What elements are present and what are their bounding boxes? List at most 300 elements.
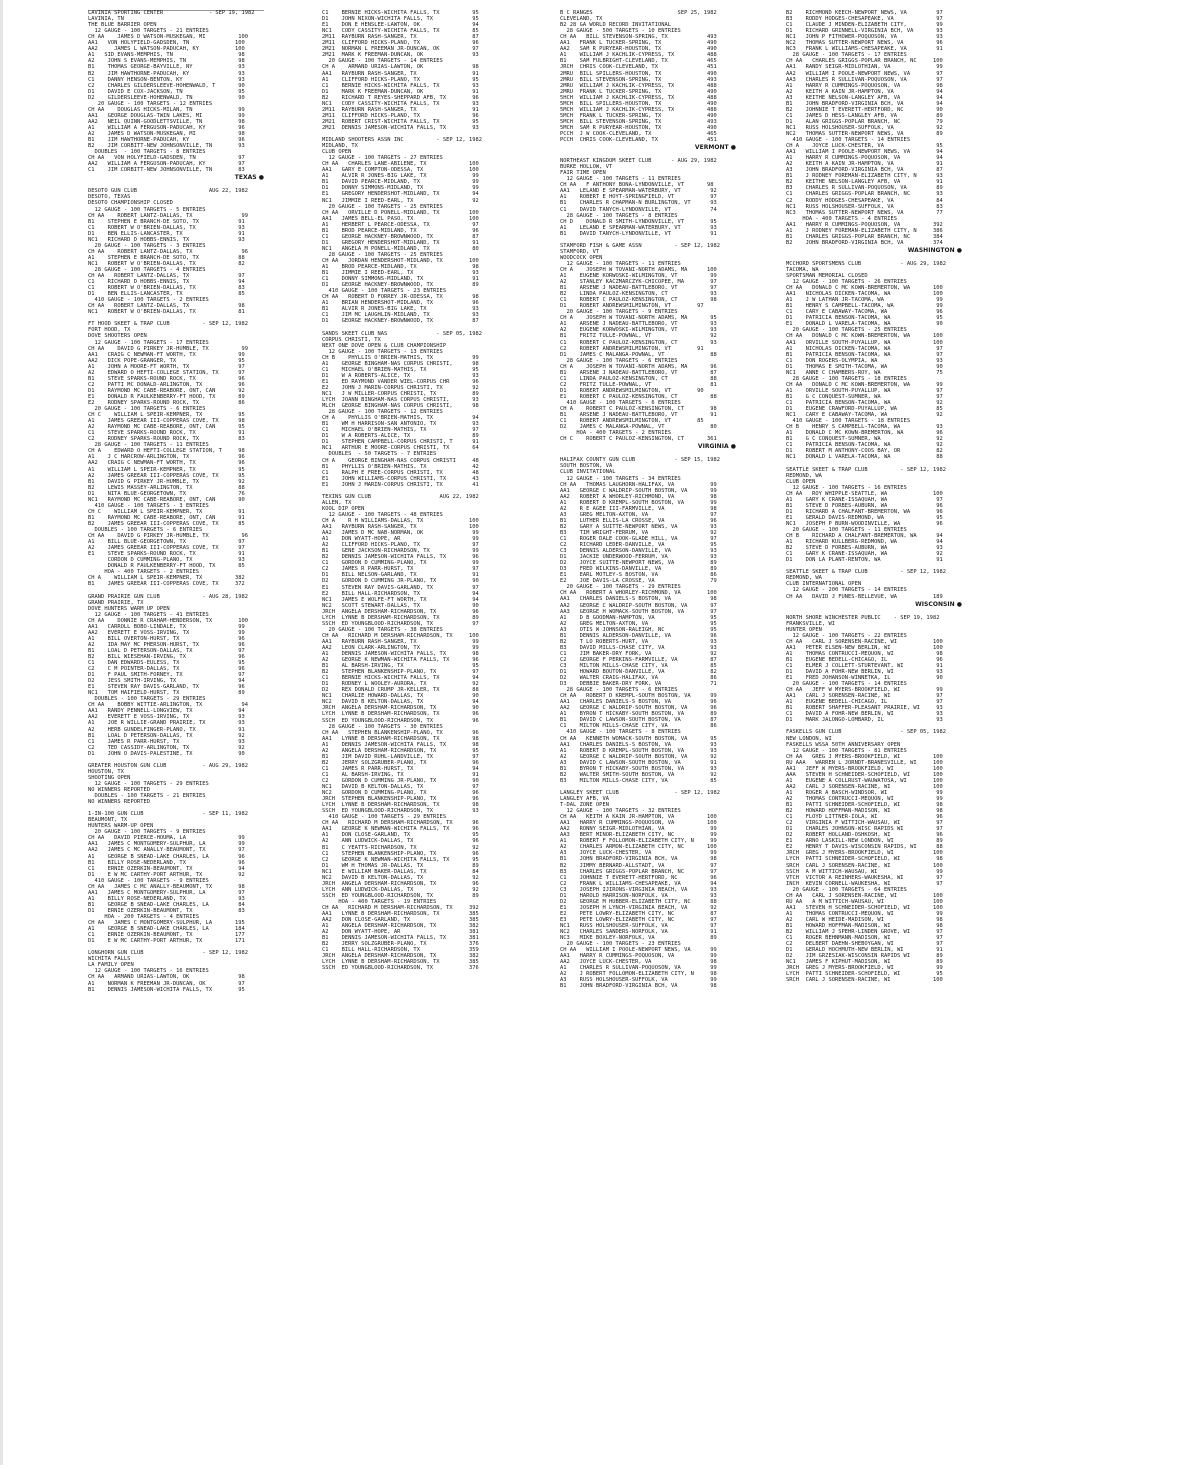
result-line: D2 ROBERT HOLLAND-OSHKOSH, WI 96 xyxy=(786,832,943,839)
result-line: E1 JOHN WILLIAMS-CORPUS CHRISTI, TX 43 xyxy=(322,475,479,482)
result-line: C1 AL BARSH-IRVING, TX 91 xyxy=(322,771,479,778)
result-line: A1 THOMAS CONTRUCCI-MEQUON, WI 98 xyxy=(786,650,943,657)
result-line: 5MCH WILLIAM J KACHLIK-CYPRESS, TX 488 xyxy=(560,106,717,113)
result-line: NO WINNERS REPORTED xyxy=(88,787,151,793)
result-line: C2 GEORGE F PERKINS-FARMVILLE, VA 87 xyxy=(560,656,717,663)
result-line: D1 HAROLD HARRISON-NORFOLK, VA 93 xyxy=(560,892,717,899)
result-line: BURKE HOLLOW, VT xyxy=(560,164,613,171)
result-line: CLEVELAND, TX xyxy=(560,16,603,23)
result-line: C2 GEORGE K NEWMAN-WICHITA FALLS, TX 95 xyxy=(322,856,479,863)
result-line: C1 GARY K CRANE-ISSAQUAH, WA 92 xyxy=(786,551,943,558)
result-line: D1 GEORGE HACKNEY-BROWNWOOD, TX 89 xyxy=(322,282,479,289)
result-line: CLUB INVITATIONAL xyxy=(560,469,616,476)
result-line: AA2 RONNY SEIGR-MIDLOTHIAN, VA 99 xyxy=(560,826,717,833)
result-line: C1 FLOYD LITTNER-IOLA, WI 96 xyxy=(786,814,943,821)
result-line: D2 GILDERSLEEVE-HOHENWALD, TN 90 xyxy=(88,94,245,101)
result-line: CH AA STEPHEN BLANKENSHIP-PLANO, TX 96 xyxy=(322,729,479,736)
result-line: 28 GAUGE - 100 TARGETS - 30 ENTRIES xyxy=(322,723,443,730)
result-line: DONALD R FAULKENBERRY-FT HOOD, TX 85 xyxy=(88,563,245,570)
result-line: B1 SAM FULBRIGHT-CLEVELAND, TX 465 xyxy=(560,58,717,65)
result-line: B2 JAMES GREEAR III-COPPERAS COVE, TX 85 xyxy=(88,520,245,527)
result-line: D1 GREGORY HENDERSHOT-MIDLAND, TX 91 xyxy=(322,239,479,246)
result-line: FRANKSVILLE, WI xyxy=(786,620,835,627)
result-line: B2 LINDA PAULOZ-KENSINGTON, CT 93 xyxy=(560,291,717,298)
result-line: A1 ANGELA DERSHAM-RICHARDSON, TX 382 xyxy=(322,923,479,930)
result-line: C1 JIM MC LAUGHLIN-MIDLAND, TX 93 xyxy=(322,312,479,319)
result-line: 28 GAUGE - 100 TARGETS - 12 ENTRIES xyxy=(322,409,443,416)
result-line: CH AA BOBBY WITTIE-ARLINGTON, TX 94 xyxy=(88,702,249,709)
result-line: LYCH LYNNE B DERSHAM-RICHARDSON, TX 96 xyxy=(322,711,479,718)
result-line: A1 D B GOODMAN-HAMPTON, VA 95 xyxy=(560,614,717,621)
result-line: AA2 CARL J SORENSEN-RACINE, WI 100 xyxy=(786,783,943,790)
result-line: NEXT ONE DOVE OPEN & CLUB CHAMPIONSHIP xyxy=(322,342,447,349)
result-line: MCCHORD SPORTSMENS CLUB - AUG 29, 1982 xyxy=(786,260,947,267)
result-line: NC2 DAVID B KELTON-DALLAS, TX 94 xyxy=(322,699,479,706)
result-line: B1 LUTHER ELLIS-LA CROSSE, VA 96 xyxy=(560,517,717,524)
result-line: C1 MICHAEL O'BRIEN-MATHIS, TX 95 xyxy=(322,366,479,373)
result-line: A1 J C HARCROW-ARLINGTON, TX 96 xyxy=(88,454,245,461)
result-line: NC3 MIKE BOXLEY-NORFOLK, VA 89 xyxy=(560,935,717,942)
result-line: A1 ROGER A BASCH-WINDSOR, WI 99 xyxy=(786,789,943,796)
result-line: NC2 DAVID B KELTON-DALLAS, TX 92 xyxy=(322,874,479,881)
result-line: 410 GAUGE - 100 TARGETS - 3 ENTRIES xyxy=(88,502,209,509)
result-line: JRCH GREG J MYERS-BROOKFIELD, WI 99 xyxy=(786,965,943,972)
result-line: B1 JOHN BRADFORD-VIRGINIA BCH, VA 98 xyxy=(560,983,717,990)
result-line: LYCH PATTI SCHNEIDER-SCHOFIELD, WI 98 xyxy=(786,856,943,863)
state-heading: VERMONT ● xyxy=(560,143,736,152)
result-line: B3 MILTON MILLS-CHASE CITY, VA 85 xyxy=(560,777,717,784)
result-line: 12 GAUGE - 100 TARGETS - 5 ENTRIES xyxy=(88,206,206,213)
result-line: CH AA JEFF W MYERS-BROOKFIELD, WI 99 xyxy=(786,687,943,694)
result-line: E1 STEVEN RAY DAVIS-GARLAND, TX 96 xyxy=(88,684,245,691)
result-line: B1 GEORGE B SNEAD-LAKE CHARLES, LA 84 xyxy=(88,901,245,908)
result-line: CLUB OPEN xyxy=(322,149,352,156)
result-line: C1 GEORGE HACKNEY-BROWNWOOD, TX 87 xyxy=(322,233,479,240)
result-line: A3 KEITHE NELSON-LANGLEY AFB, VA 94 xyxy=(786,94,943,101)
result-line: C1 ROBERT C PAULOZ-KENSINGTON, CT 93 xyxy=(560,339,717,346)
result-line: NC1 DAVID B KELTON-DALLAS, TX 97 xyxy=(322,784,479,791)
result-line: AA2 SAM R PURYEAR-HOUSTON, TX 490 xyxy=(560,46,717,53)
result-line: D1 HOWARD BOUTON-DANVILLE, VA 82 xyxy=(560,669,717,676)
result-line: B1 J RODNEY FOREMAN-ELIZABETH CITY, N 93 xyxy=(786,173,943,180)
result-line: NC3 THOMAS SUTTER-NEWPORT NEWS, VA 77 xyxy=(786,209,943,216)
result-line: A2 CARL W HEIDE-MADISON, WI 98 xyxy=(786,916,943,923)
result-line: CH AA ROBERT LANTZ-DALLAS, TX 98 xyxy=(88,303,245,310)
result-line: CH AA DONALD C MC KOWN-BREMERTON, WA 100 xyxy=(786,285,943,292)
result-line: CH AA CHARLES LANE-ABILENE, TX 100 xyxy=(322,161,479,168)
result-line: C3 MILTON MILLS-CHASE CITY, VA 85 xyxy=(560,662,717,669)
result-line: B2 JOHN BRADFORD-VIRGINIA BCH, VA 374 xyxy=(786,239,943,246)
result-line: 12 GAUGE - 100 TARGETS - 48 ENTRIES xyxy=(322,511,443,518)
result-line: A2 EDWARD O HEFTI-COLLEGE STATION, TX 97 xyxy=(88,369,245,376)
result-line: A1 SID EVANS-MEMPHIS, TN 98 xyxy=(88,52,245,59)
result-line: E1 DONALD L VARELA-TACOMA, WA 90 xyxy=(786,321,943,328)
result-line: D1 BEN ELLIS-LANCASTER, TX 85 xyxy=(88,291,245,298)
result-line: A2 GEORGE C WALDRIP-SOUTH BOSTON, VA 92 xyxy=(560,753,717,760)
result-line: 5MCH BILL SPILLERS-HOUSTON, TX 490 xyxy=(560,100,717,107)
result-line: CLUB INTERNATIONAL OPEN xyxy=(786,581,862,588)
result-line: E1 DONALD R FAULKENBERRY-FT HOOD, TX 89 xyxy=(88,393,245,400)
result-line: NC1 JOHN P FITHOWER-POQUOSON, VA 93 xyxy=(786,34,943,41)
result-line: LYCH LYNNE B DERSHAM-RICHARDSON, TX 89 xyxy=(322,614,479,621)
result-line: CH AA DONNIE R CRAHAM-HENDERSON, TX 100 xyxy=(88,617,249,624)
result-line: E1 GERALD DAVIS-REDMOND, WA 95 xyxy=(786,514,943,521)
result-line: HOA - 200 TARGETS - 4 ENTRIES xyxy=(88,913,200,920)
result-line: B1 PATRICIA BENSON-TACOMA, WA 97 xyxy=(786,351,943,358)
result-line: B1 DAVID TANYCH-LYNDONVILLE, VT 91 xyxy=(560,230,717,237)
result-line: C3 DENNIS ALDERSON-DANVILLE, VA 93 xyxy=(560,548,717,555)
result-line: NO WINNERS REPORTED xyxy=(88,799,151,806)
result-line: NEW LONDON, WI xyxy=(786,735,832,742)
result-line: SSCH ED YOUNGBLOOD-RICHARDSON, TX 376 xyxy=(322,965,479,972)
result-line: B1 ARSENE J NADEAU-BATTLEBORO, VT 87 xyxy=(560,369,717,376)
result-line: B2 GARY A SUITTE-NEWPORT NEWS, VA 93 xyxy=(560,523,717,530)
result-line: C1 ERNIE OZERKIN-BEAUMONT, TX 94 xyxy=(88,865,245,872)
result-line: C2 DELBERT DAEHN-SHEBOYGAN, WI 97 xyxy=(786,941,943,948)
result-line: C1 ROBERT C PAULOZ-KENSINGTON, CT 98 xyxy=(560,297,717,304)
result-line: JRCH ANGELA DERSHAM-RICHARDSON, TX 96 xyxy=(322,608,479,615)
result-line: DOUBLES - 100 TARGETS - 6 ENTRIES xyxy=(88,526,203,533)
result-line: 410 GAUGE - 100 TARGETS - 18 ENTRIES xyxy=(786,418,911,425)
result-line: B3 CHARLES R SULLIVAN-POQUOSON, VA 89 xyxy=(786,185,943,192)
result-line: A1 GEORGE B SNEAD-LAKE CHARLES, LA 184 xyxy=(88,926,245,933)
result-line: B1 DAVID PEARCE-MIDLAND, TX 99 xyxy=(322,179,479,186)
result-line: HOA - 400 TARGETS - 19 ENTRIES xyxy=(322,898,437,905)
result-line: A2 ANN LUDWICK-DALLAS, TX 96 xyxy=(322,838,479,845)
result-line: CH A GEORGE BINGHAM-NAS CORPUS CHRISTI 48 xyxy=(322,457,479,464)
result-line: A1 STEPHEN E BRANCH-DE SOTO, TX 88 xyxy=(88,254,245,261)
result-line: B2 STEPHEN BLANKENSHIP-PLANO, TX 97 xyxy=(322,669,479,676)
result-line: 20 GAUGE - 100 TARGETS - 14 ENTRIES xyxy=(786,681,907,688)
result-line: AA1 LELAND E SPEARMAN-WATERBURY, VT 92 xyxy=(560,188,717,195)
result-line: A1 WILLIAM L SPEIR-KEMPNER, TX 95 xyxy=(88,466,245,473)
result-line: CH A WILLIAM L SPEIR-KEMPNER, TX 382 xyxy=(88,575,245,582)
result-line: C1 RICHARD D HOBBS-ENNIS, TX 94 xyxy=(88,279,245,286)
result-line: BEAUMONT, TX xyxy=(88,817,128,824)
result-line: AA2 LEON CLARK-ARLINGTON, TX 99 xyxy=(322,644,479,651)
result-line: CH AA JAMES D WATSON-MUSKEGAN, MI 100 xyxy=(88,34,249,41)
result-line: MLCH GEORGE BINGHAM-NAS CORPUS CHRISTI, 98 xyxy=(322,403,479,410)
result-line: C1 STEVE SPARKS-ROUND ROCK, TX 91 xyxy=(88,430,245,437)
result-line: SSCH ED YOUNGBLOOD-RICHARDSON, TX 97 xyxy=(322,620,479,627)
result-line: NC1 TOM HAIFIELD-HURST, TX 89 xyxy=(88,690,245,697)
result-line: AA2 JAMES C MC ANALLY-BEAUMONT, TX 97 xyxy=(88,847,245,854)
result-line: B2 JIMMY BERNARD-ALLSTADT, VA 97 xyxy=(560,862,717,869)
result-line: AA2 EVERETT E VOSS-IRVING, TX 99 xyxy=(88,629,245,636)
result-line: C1 BERNIE HICKS-WICHITA FALLS, TX 93 xyxy=(322,82,479,89)
result-line: THE BLUE BARRIER OPEN xyxy=(88,22,157,29)
result-line: A3 OTIS W JOHNSON-RALEIGH, NC 95 xyxy=(560,626,717,633)
result-line: AA2 JAMES L WATSON-PADUCAH, KY 100 xyxy=(88,46,245,53)
result-line: B1 DAVID G PIRKEY JR-HUMBLE, TX 92 xyxy=(88,478,245,485)
result-line: GREATER HOUSTON GUN CLUB - AUG 29, 1982 xyxy=(88,762,249,769)
result-line: 12 GAUGE - 200 TARGETS - 14 ENTRIES xyxy=(786,587,907,594)
result-line: D2 JIM GRZESIAK-WISCONSIN RAPIDS WI 89 xyxy=(786,953,943,960)
result-line: E2 JOHN J MARIN-CORPUS CHRISTI, TX 92 xyxy=(322,384,479,391)
result-line: A1 ROBERT D KREMPL-SOUTH BOSTON, VA 99 xyxy=(560,499,717,506)
result-line: C1 BERNIE HICKS-WICHITA FALLS, TX 95 xyxy=(322,10,479,17)
result-line: D1 GEORGE HACKNEY-BROWNWOOD, TX 87 xyxy=(322,318,479,325)
result-line: B1 JOHN BRADFORD-VIRGINIA BCH, VA 98 xyxy=(560,856,717,863)
result-line: AA3 BERT MINOR-ELIZABETH CITY, NC 99 xyxy=(560,832,717,839)
result-line: B1 JIM HAWTHORNE-PADUCAH, KY 96 xyxy=(88,137,245,144)
result-line: C1 ROBERT W O'BRIEN-DALLAS, TX 93 xyxy=(88,224,245,231)
result-line: 2MRU FRANK L TUCKER-SPRING, TX 490 xyxy=(560,88,717,95)
result-line: SRCH CARL J SORENSEN-RACINE, WI 100 xyxy=(786,862,943,869)
result-line: D1 DON LA PLANT-RENTON, WA 91 xyxy=(786,557,943,564)
result-line: CH AA RICHARD M DERSHAM-RICHARDSON, TX 96 xyxy=(322,820,479,827)
result-line: LAVINIA, TN xyxy=(88,16,124,23)
result-line: 12 GAUGE - 100 TARGETS - 26 ENTRIES xyxy=(786,279,907,286)
result-line: B1 G C CONQUEST-SUMNER, WA 92 xyxy=(786,436,943,443)
result-line: SEATTLE SKEET & TRAP CLUB - SEP 12, 1982 xyxy=(786,569,947,576)
result-line: A1 J RODNEY FOREMAN-ELIZABETH CITY, N 386 xyxy=(786,227,943,234)
result-line: A2 STANLEY KACZMARCZYK-CHICOPEE, MA 97 xyxy=(560,279,717,286)
result-line: A1 ROBERT D KREMPL-SOUTH BOSTON, VA 93 xyxy=(560,747,717,754)
result-line: D1 E W MC CARTHY-PORT ARTHUR, TX 171 xyxy=(88,938,245,945)
result-line: D2 JESS SMITH-IRVING, TX 94 xyxy=(88,678,245,685)
result-line: C1 DAVID A FOHR-NEW BERLIN, WI 93 xyxy=(786,711,943,718)
result-line: D1 RICHARD GRINNELL-VIRGINIA BCH, VA 93 xyxy=(786,28,943,35)
result-line: A1 DONALD C MC KOWN-BREMERTON, WA 96 xyxy=(786,430,943,437)
result-line: LANGLEY SKEET CLUB - SEP 12, 1982 xyxy=(560,789,721,796)
result-line: CH AA RICHARD M DERSHAM-RICHARDSON, TX 392 xyxy=(322,904,479,911)
result-line: B2 STEVE D FORBES-AUBURN, WA 93 xyxy=(786,545,943,552)
result-line: C1 DONNY SIMMONS-MIDLAND, TX 91 xyxy=(322,276,479,283)
result-line: B1 ARSENE J NADEAU-BATTLEBORO, VT 91 xyxy=(560,412,717,419)
result-line: B1 DENNIS JAMESON-WICHITA FALLS, TX 95 xyxy=(88,986,245,993)
result-line: 410 GAUGE - 100 TARGETS - 6 ENTRIES xyxy=(560,400,681,406)
result-line: D3 FRED WILKINS-DANVILLE, VA 89 xyxy=(560,566,717,573)
result-line: AA1 RAYBURN RASH-SANGER, TX 91 xyxy=(322,70,479,77)
result-line: CH A JOSEPH W TOVANI-NORTH ADAMS, MA 100 xyxy=(560,266,717,273)
result-line: 20 GAUGE - 100 TARGETS - 38 ENTRIES xyxy=(322,626,443,633)
result-line: A1 ROBERT E HOYT-SPRINGFIELD, VT 97 xyxy=(560,194,717,201)
result-line: NC2 THOMAS SUTTER-NEWPORT NEWS, VA 96 xyxy=(786,40,943,47)
result-line: A2 IDA MAY MC PHERSON-HURST, TX 96 xyxy=(88,641,245,648)
result-line: REDMOND, WA xyxy=(786,472,822,479)
result-line: A1 EUGENE BEDELL-CHICAGO, IL 97 xyxy=(786,699,943,706)
results-column-3 xyxy=(560,4,736,1469)
result-line: D1 ROBERT ANDREWSMILMINGTON, VT 97 xyxy=(560,303,704,310)
result-line: C1 CARY E CABAWAY-TACOMA, WA 96 xyxy=(786,309,943,316)
result-line: B1 GENE JACKSON-RICHARDSON, TX 99 xyxy=(322,548,479,555)
result-line: C1 DON ROGERS-OLYMPIA, WA 93 xyxy=(786,357,943,364)
result-line: 2M21 NORMAN L FREEMAN JR-DUNCAN, OK 97 xyxy=(322,46,479,53)
result-line: RU AAA WARREN L JORNDT-BRANESVILLE, WI 100 xyxy=(786,759,943,766)
result-line: CH AA WILLIAM I POOLE-NEWPORT NEWS, VA 99 xyxy=(560,947,717,954)
result-line: AA1 VON HOLYFIELD-GADSDEN, TN 100 xyxy=(88,40,245,47)
result-line: 20 GAUGE - 100 TARGETS - 25 ENTRIES xyxy=(786,327,907,334)
result-line: INCH KEVIN CORNELL-WAUKESHA, WI 97 xyxy=(786,880,943,887)
result-line: D3 DEBBIE BAKER-DRY FORK, VA 71 xyxy=(560,681,717,688)
result-line: CH C WILLIAM L SPEIR-KEMPNER, TX 95 xyxy=(88,412,245,419)
result-line: JRCH ANGELA DERSHAM-RICHARDSON, TX 96 xyxy=(322,880,479,887)
result-line: NC1 CARY E CABAWAY-TACOMA, WA 92 xyxy=(786,412,943,419)
result-line: CH AA ROBERT D KREMPL-SOUTH BOSTON, VA 99 xyxy=(560,693,717,700)
result-line: AA2 JOYCE LUCK-CHESTER, VA 98 xyxy=(560,959,717,966)
result-line: 20 GAUGE - 100 TARGETS - 3 ENTRIES xyxy=(88,242,206,249)
result-line: HOA - 400 TARGETS - 2 ENTRIES xyxy=(560,430,672,437)
result-line: 2M21 ROBERT CRIST-WICHITA FALLS, TX 95 xyxy=(322,118,479,125)
result-line: NC1 CODY CASSITY-WICHITA FALLS, TX 93 xyxy=(322,100,479,107)
result-line: AA1 RAYBURN RASH-SANGER, TX 99 xyxy=(322,638,479,645)
result-line: TEXINS GUN CLUB AUG 22, 1982 xyxy=(322,493,479,500)
result-line: D1 PATRICIA BENSON-TACOMA, WA 95 xyxy=(786,315,943,322)
result-line: D1 JOHN NIXON-WICHITA FALLS, TX 95 xyxy=(322,16,479,23)
result-line: DOUBLES - 100 TARGETS - 8 ENTRIES xyxy=(88,149,206,156)
result-line: 2MRU BILL SPILLERS-HOUSTON, TX 490 xyxy=(560,70,717,77)
result-line: B1 ARSENE J NADEAU-BATTLEBORO, VT 97 xyxy=(560,285,717,292)
result-line: C1 ROGER BEHNMANN-MADISON, WI 97 xyxy=(786,935,943,942)
result-line: D2 REX DONALD CRUMP JR-KELLER, TX 88 xyxy=(322,687,479,694)
result-line: A2 ANGELA DERSHAM-RICHARDSON, TX 95 xyxy=(322,747,479,754)
result-line: 28 GAUGE - 100 TARGETS - 8 ENTRIES xyxy=(560,212,678,219)
result-line: AA1 WILLIAM I POOLE-NEWPORT NEWS, VA 94 xyxy=(786,149,943,156)
result-line: AA2 DICK POPE-GRANGER, TX 95 xyxy=(88,357,245,364)
result-line: B1 CHARLES GRIGGS-POPLAR BRANCH, NC 384 xyxy=(786,233,943,240)
result-line: CH AA ROBERT LANTZ-DALLAS, TX 97 xyxy=(88,273,245,280)
result-line: NC1 CODY CASSITY-WICHITA FALLS, TX 85 xyxy=(322,28,479,35)
result-line: D1 STEPHEN CAMPBELL-CORPUS CHRISTI, T 91 xyxy=(322,439,479,446)
result-line: AA1 RANDY PENNELL-LONGVIEW, TX 94 xyxy=(88,708,245,715)
result-line: JRCH CHRIS COOK-CLEVELAND, TX 451 xyxy=(560,64,717,71)
result-line: D1 MARK JALONGO-LOMBARD, IL 93 xyxy=(786,717,943,724)
result-line: D1 E W MC CARTHY-PORT ARTHUR, TX 92 xyxy=(88,871,245,878)
result-line: 12 GAUGE - 100 TARGETS - 16 ENTRIES xyxy=(88,968,209,975)
result-line: KOOL DIP OPEN xyxy=(322,505,365,512)
result-line: CLUB OPEN xyxy=(786,478,816,485)
result-line: SHOOTING OPEN xyxy=(88,774,131,781)
result-line: AA1 CARROLL BOBO-LINDALE, TX 99 xyxy=(88,623,245,630)
result-line: C2 GORDON D CUMMING JR-PLANO, TX 90 xyxy=(322,778,479,784)
result-line: A2 GREG MELTON-AXTON, VA 95 xyxy=(560,620,717,627)
result-line: B1 WM H HARRISON-SAN ANTONIO, TX 93 xyxy=(322,421,479,428)
result-line: AA2 EVERETT E VOSS-IRVING, TX 93 xyxy=(88,714,245,721)
results-column-2 xyxy=(322,4,498,1469)
result-line: C1 MILTON MILLS-CHASE CITY, VA 86 xyxy=(560,723,717,730)
result-line: MIDLAND SHOOTERS ASSN INC - SEP 12, 1982 xyxy=(322,137,483,144)
result-line: NC1 RAYMOND MC CABE-REABORE, ONT, CAN 90 xyxy=(88,496,245,503)
result-line: A1 EUGENE KORWOSKI-WILMINGTON, VT 99 xyxy=(560,273,717,280)
result-line: ALLEN, TX xyxy=(322,499,352,506)
result-line: STAMFORD, VT xyxy=(560,248,600,255)
result-line: CORDON D CUMMING-PLANO, TX 93 xyxy=(88,557,245,564)
result-line: 12 GAUGE - 100 TARGETS - 29 ENTRIES xyxy=(88,780,209,787)
result-line: B1 PHYLLIS O'BRIEN-MATHIS, TX 42 xyxy=(322,463,479,470)
result-line: D1 RICHARD A CHALFANT-BREMERTON, WA 96 xyxy=(786,508,943,515)
result-line: HOA - 400 TARGETS - 2 ENTRIES xyxy=(88,569,200,576)
result-line: REDMOND, WA xyxy=(786,575,822,582)
result-line: B1 ALVIR R JONES-BIG LAKE, TX 93 xyxy=(322,306,479,313)
result-line: CH A JOYCE LUCK-CHESTER, VA 95 xyxy=(786,143,943,150)
result-line: 5MCH FRANK L TUCKER-SPRING, TX 490 xyxy=(560,112,717,119)
result-line: NC2 GORDON D CUMMING-PLANO, TX 96 xyxy=(322,790,479,797)
result-line: B3 TIM WRIGHT-FERRUM, VA 92 xyxy=(560,529,717,536)
result-line: B1 JIM DAVID RUHL-LANDVILLE, TX 97 xyxy=(322,753,479,760)
result-line: D1 CHARLES JOHNSON-WISC RAPIDS WI 97 xyxy=(786,826,943,833)
result-line: FT HOOD SKEET & TRAP CLUB - SEP 12, 1982 xyxy=(88,321,249,328)
result-line: CH AA DAVID J FUNES-BELLEVUE, WA 189 xyxy=(786,593,943,600)
result-line: 2M11 CLIFFORD HICKS-PLANO, TX 96 xyxy=(322,40,479,47)
result-line: C1 BILL HALL-RICHARDSON, TX 359 xyxy=(322,947,479,954)
result-line: B3 DAVID MILLS-CHASE CITY, VA 93 xyxy=(560,644,717,651)
result-line: SSCH ED YOUNGBLOOD-RICHARDSON, TX 96 xyxy=(322,717,479,724)
result-line: A2 J ROBERT FOLLOMON-ELIZABETH CITY, N 98 xyxy=(560,971,717,978)
result-line: A1 JOHN A MOORE-FT WORTH, TX 97 xyxy=(88,363,245,370)
result-line: STAMFORD FISH & GAME ASSN - SEP 12, 1982 xyxy=(560,242,721,249)
result-line: C2 ROBERT ANDREWSMILMINGTON, VT 91 xyxy=(560,345,704,352)
result-line: NC1 DONALD L VARELA-TACOMA, WA 88 xyxy=(786,454,943,461)
result-line: AA1 CHARLES DANIELS-S BOSTON, VA 98 xyxy=(560,596,717,603)
result-line: A2 EUGENE KORWOSKI-WILMINGTON, VT 93 xyxy=(560,327,717,334)
result-line: D1 DAVID A FOHR-NEW BERLIN, WI 93 xyxy=(786,669,943,676)
result-line: NC1 JOSEPH P BURN-WOODINVILLE, WA 96 xyxy=(786,520,943,527)
result-line: 2M21 DENNIS JAMESON-WICHITA FALLS, TX 93 xyxy=(322,124,479,131)
result-line: 12 GAUGE - 100 TARGETS - 13 ENTRIES xyxy=(322,348,443,355)
result-line: JRCH ANGELA DERSHAM-RICHARDSON, TX 90 xyxy=(322,705,479,712)
result-line: CH AA ROBERT A WHORLEY-RICHMOND, VA 100 xyxy=(560,590,717,597)
result-line: B2 RICHMOND KEECH-NEWPORT NEWS, VA 97 xyxy=(786,10,943,17)
result-line: D1 EUGENE CRAWFORD-PUYALLUP, WA 85 xyxy=(786,406,943,413)
result-line: A1 DENNIS JAMESON-WICHITA FALLS, TX 98 xyxy=(322,651,479,658)
result-line: C3 JOSEPH IJIRONS-VIRGINIA BEACH, VA 93 xyxy=(560,886,717,893)
result-line: 20 GAUGE - 100 TARGETS - 9 ENTRIES xyxy=(560,309,678,316)
result-line: D1 W A ROBERTS-ALICE, TX 93 xyxy=(322,372,479,379)
result-line: A1 NICHOLAS DICKEN-TACOMA, WA 97 xyxy=(786,345,943,352)
result-line: B2 RICHARD T REYES-SHEPPARD AFB, TX 96 xyxy=(322,94,479,101)
result-line: B2 28 GA WORLD RECORD INVITATIONAL xyxy=(560,22,672,29)
result-line: 2M21 MARK K FREEMAN-DUNCAN, OK 93 xyxy=(322,52,479,59)
result-line: B2 T LO ROBERTS-HURT, VA 93 xyxy=(560,638,717,645)
result-line: NC2 CHARLES SANDERS-NORFOLK, VA 91 xyxy=(560,929,717,936)
result-line: A3 GREG MELTON-AXTON, VA 97 xyxy=(560,511,717,518)
result-line: CH AA VON HOLYFIELD-GADSDEN, TN 97 xyxy=(88,155,245,162)
result-line: B1 G C CONQUEST-SUMNER, WA 97 xyxy=(786,393,943,400)
result-line: D1 ROBERT ANDREWSMILMINGTON, VT 90 xyxy=(560,387,704,394)
result-line: AA1 JAMES C MONTGOMERY-SULPHUR, LA 97 xyxy=(88,889,245,896)
result-line: B2 JIM HAWTHORNE-PADUCAH, KY 93 xyxy=(88,70,245,77)
result-line: B2 DENNIS JAMESON-WICHITA FALLS, TX 96 xyxy=(322,554,479,561)
result-line: C2 JAMES R PARR-HURST, TX 97 xyxy=(322,566,479,573)
result-line: AA1 LYNNE B DERSHAM-RICHARDSON, TX 98 xyxy=(322,735,479,742)
result-line: B2 JERRY SOLZGRUBER-PLANO, TX 96 xyxy=(322,759,479,766)
result-line: C1 PATRICIA BENSON-TACOMA, WA 92 xyxy=(786,400,943,406)
result-line: CH AA JORDAN HENDERSHOT-MIDLAND, TX 100 xyxy=(322,257,479,264)
result-line: A3 JOYCE LUCK-CHESTER, VA 99 xyxy=(560,850,717,857)
result-line: A1 EUGENE A COLLRUST-WAUWATOSA, WI 100 xyxy=(786,777,943,784)
result-line: B1 PATTI SCHNEIDER-SCHOFIELD, WI 98 xyxy=(786,802,943,809)
result-line: 1-IN-100 GUN CLUB - SEP 11, 1982 xyxy=(88,811,249,818)
result-line: FAIR TIME OPEN xyxy=(560,170,606,177)
result-line: A1 BILL BLUE-GEORGETOWN, TX 97 xyxy=(88,539,245,546)
result-line: CH AA ROBERT D FORREY JR-ODESSA, TX 98 xyxy=(322,294,479,301)
result-line: 12 GAUGE - 100 TARGETS - 22 ENTRIES xyxy=(786,632,907,639)
result-line: C2 RODNEY SPARKS-ROUND ROCK, TX 83 xyxy=(88,436,245,443)
result-line: LYCH JOANN BINGHAM-NAS CORPUS CHRISTI, 93 xyxy=(322,397,479,404)
result-line: NORTHEAST KINGDOM SKEET CLUB - AUG 29, 1982 xyxy=(560,158,717,165)
result-line: NC1 RUSS HOLSHOUSER-SUFFOLK, VA 83 xyxy=(786,203,943,210)
result-line: C2 C M POINTER-DALLAS, TX 96 xyxy=(88,666,245,673)
result-line: AA1 RAYBURN RASH-SANGER, TX 100 xyxy=(322,524,479,531)
result-line: C1 ERNIE OZERKIN-BEAUMONT, TX 177 xyxy=(88,932,245,939)
result-line: NC1 RICHARD D HOBBS-ENNIS, TX 93 xyxy=(88,236,245,243)
result-line: CH AA DONALD C MC KOWN-BREMERTON, WA 100 xyxy=(786,333,943,340)
result-line: 410 GAUGE - 100 TARGETS - 23 ENTRIES xyxy=(322,288,447,295)
result-line: C1 JAMES D HESS-LANGLEY AFB, VA 89 xyxy=(786,112,943,119)
result-line: E1 ED RAYMOND VANDER WIEL-CORPUS CHR 96 xyxy=(322,378,479,385)
result-line: AA1 CRAIG C NEWMAN-FT WORTH, TX 99 xyxy=(88,351,245,358)
